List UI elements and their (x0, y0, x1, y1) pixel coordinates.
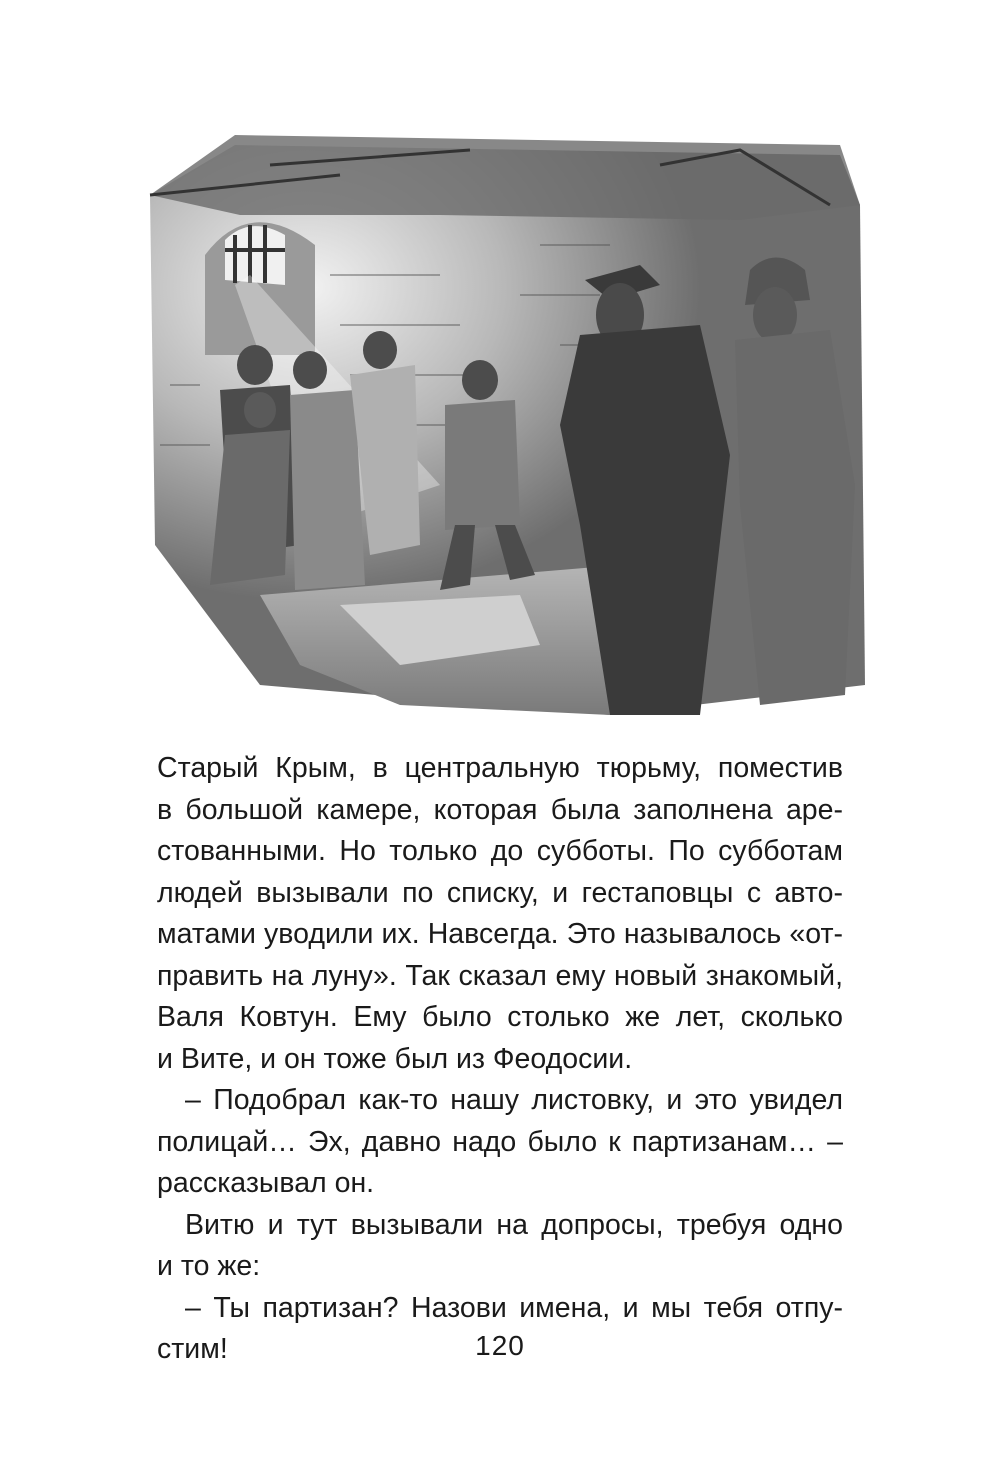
text-line: рассказывал он. (157, 1167, 375, 1199)
prison-illustration-drawing (140, 125, 870, 725)
text-line: полицай… Эх, давно надо было к партизанам… – (157, 1125, 843, 1158)
text-line: – Ты партизан? Назови имена, и мы тебя отпу- (185, 1291, 843, 1324)
text-line: и то же: (157, 1250, 261, 1282)
text-line: и Вите, и он тоже был из Феодосии. (157, 1042, 633, 1075)
text-line: в большой камере, которая была заполнена аре- (157, 793, 843, 826)
text-line: Старый Крым, в центральную тюрьму, поместив (157, 752, 843, 784)
text-line: править на луну». Так сказал ему новый знакомый, (157, 959, 843, 992)
text-line: Витю и тут вызывали на допросы, требуя одно (185, 1208, 843, 1241)
prison-illustration (140, 125, 870, 725)
body-text (157, 748, 843, 1371)
text-line: стованными. Но только до субботы. По субботам (157, 835, 843, 867)
text-line: Валя Ковтун. Ему было столько же лет, сколько (157, 1001, 843, 1033)
text-line: людей вызывали по списку, и гестаповцы с авто- (157, 876, 843, 909)
text-line: стим! (157, 1333, 228, 1365)
text-line: матами уводили их. Навсегда. Это называлось «от- (157, 918, 843, 950)
text-line: – Подобрал как-то нашу листовку, и это увидел (185, 1084, 843, 1116)
page-number: 120 (475, 1330, 525, 1361)
